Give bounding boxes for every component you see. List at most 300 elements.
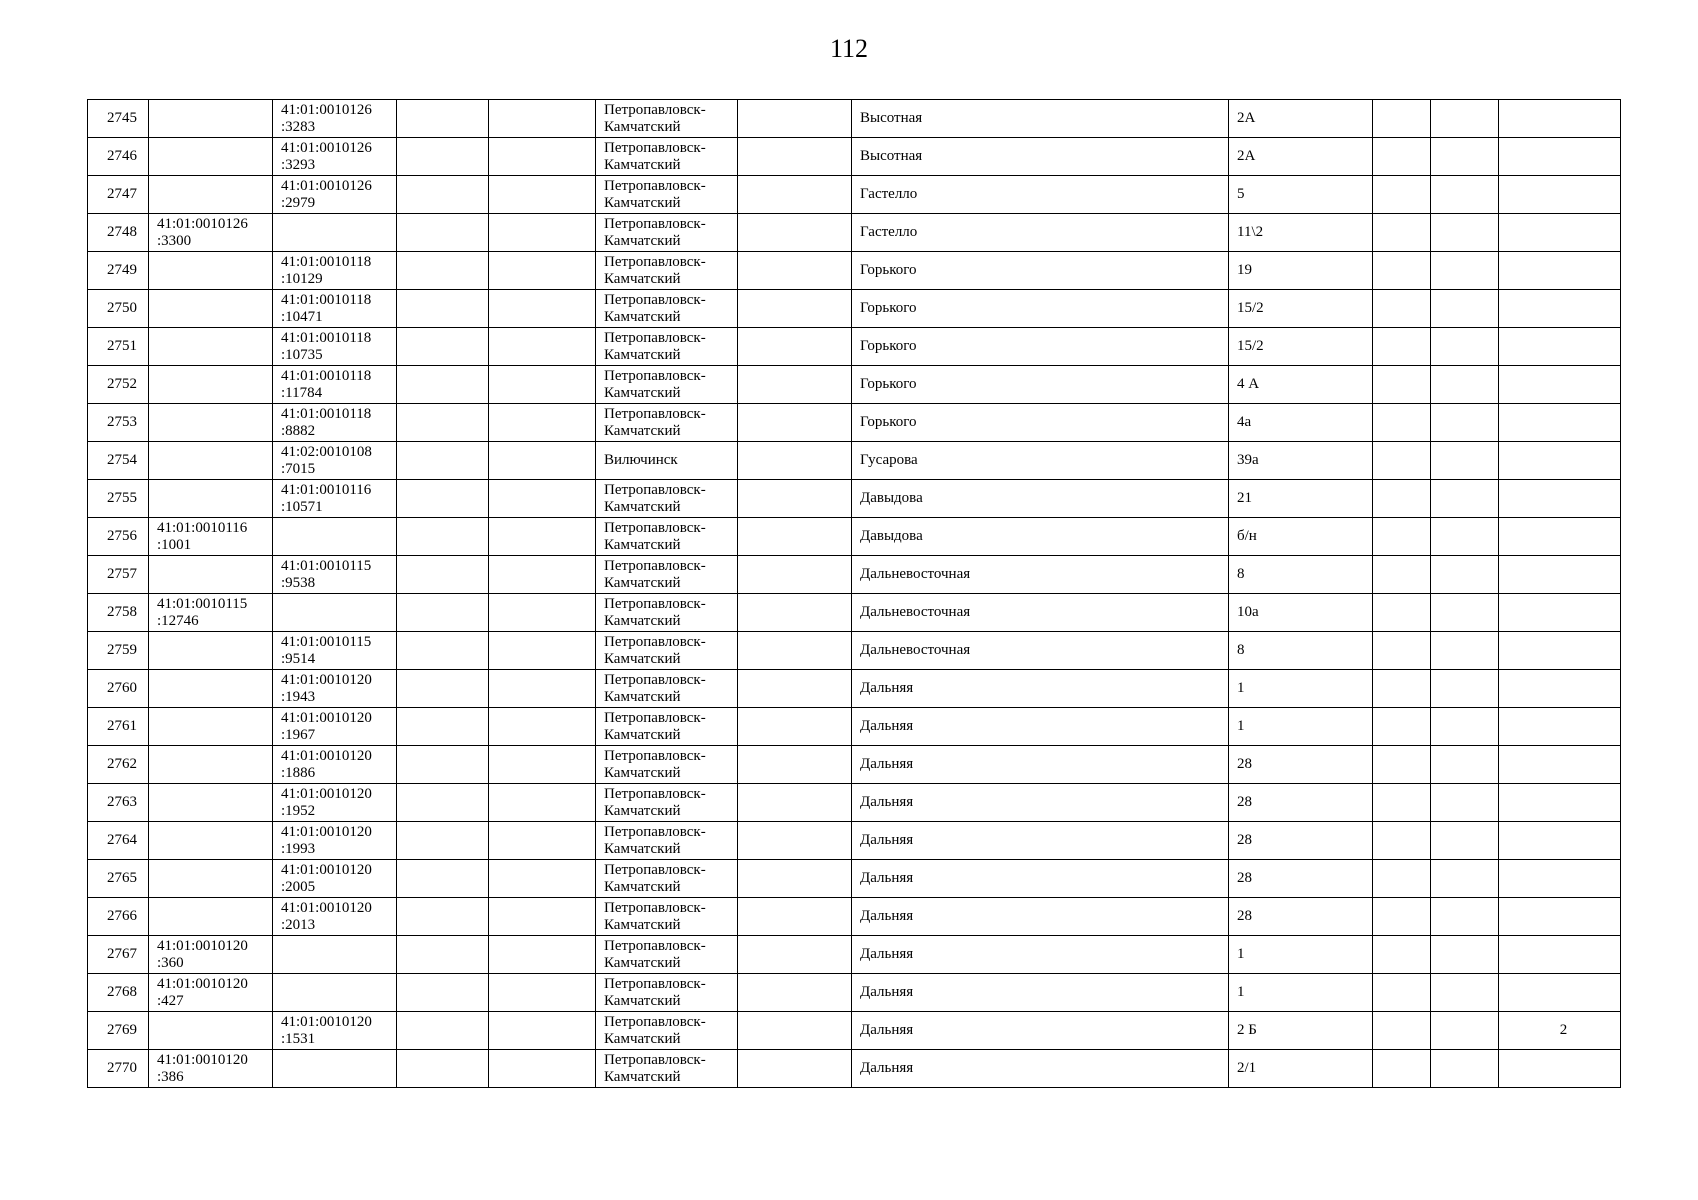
empty-cell <box>1373 898 1431 936</box>
old-cadastral-number-text: 41:01:0010115 :12746 <box>157 595 248 629</box>
settlement-text: Петропавловск- Камчатский <box>604 861 706 895</box>
table-row <box>88 290 1621 328</box>
settlement-cell <box>596 822 738 860</box>
settlement-text: Петропавловск- Камчатский <box>604 747 706 781</box>
street-cell <box>852 442 1229 480</box>
settlement-cell <box>596 138 738 176</box>
street-text: Дальняя <box>860 756 914 772</box>
empty-cell <box>489 594 596 632</box>
cadastral-number-cell <box>273 252 397 290</box>
empty-cell <box>397 328 489 366</box>
street-cell <box>852 290 1229 328</box>
empty-cell <box>489 632 596 670</box>
house-number-text: 28 <box>1237 870 1252 886</box>
street-text: Горького <box>860 300 917 316</box>
empty-cell <box>1373 100 1431 138</box>
extra-cell <box>1499 100 1621 138</box>
street-text: Горького <box>860 338 917 354</box>
row-number-cell <box>88 784 149 822</box>
empty-cell <box>1431 290 1499 328</box>
empty-cell <box>397 822 489 860</box>
cadastral-number-cell <box>273 1012 397 1050</box>
old-cadastral-number-cell <box>149 138 273 176</box>
extra-cell <box>1499 1050 1621 1088</box>
empty-cell <box>489 290 596 328</box>
settlement-cell <box>596 442 738 480</box>
house-number-text: 2/1 <box>1237 1060 1257 1076</box>
cadastral-number-text: 41:01:0010118 :10129 <box>281 253 372 287</box>
cadastral-number-cell <box>273 1050 397 1088</box>
cadastral-number-text: 41:01:0010120 :2013 <box>281 899 372 933</box>
settlement-cell <box>596 404 738 442</box>
empty-cell <box>738 1012 852 1050</box>
house-number-text: 10а <box>1237 604 1259 620</box>
table-row <box>88 556 1621 594</box>
row-number-cell <box>88 974 149 1012</box>
row-number-cell <box>88 898 149 936</box>
empty-cell <box>1373 860 1431 898</box>
house-number-cell <box>1229 860 1373 898</box>
row-number-cell <box>88 670 149 708</box>
cadastral-number-cell <box>273 708 397 746</box>
house-number-text: 19 <box>1237 262 1252 278</box>
old-cadastral-number-cell <box>149 480 273 518</box>
old-cadastral-number-cell <box>149 252 273 290</box>
row-number-cell <box>88 708 149 746</box>
house-number-cell <box>1229 1012 1373 1050</box>
empty-cell <box>1373 746 1431 784</box>
empty-cell <box>397 1050 489 1088</box>
cadastral-number-cell <box>273 898 397 936</box>
row-number-text: 2749 <box>107 262 137 278</box>
house-number-cell <box>1229 708 1373 746</box>
empty-cell <box>397 214 489 252</box>
house-number-cell <box>1229 404 1373 442</box>
empty-cell <box>738 518 852 556</box>
row-number-text: 2758 <box>107 604 137 620</box>
cadastral-number-cell <box>273 670 397 708</box>
row-number-cell <box>88 822 149 860</box>
extra-cell <box>1499 328 1621 366</box>
settlement-cell <box>596 632 738 670</box>
empty-cell <box>397 632 489 670</box>
old-cadastral-number-cell <box>149 100 273 138</box>
street-cell <box>852 746 1229 784</box>
empty-cell <box>489 328 596 366</box>
row-number-cell <box>88 860 149 898</box>
row-number-cell <box>88 1050 149 1088</box>
street-text: Дальняя <box>860 794 914 810</box>
empty-cell <box>738 746 852 784</box>
old-cadastral-number-text: 41:01:0010116 :1001 <box>157 519 248 553</box>
house-number-text: 1 <box>1237 680 1245 696</box>
empty-cell <box>738 632 852 670</box>
empty-cell <box>1373 822 1431 860</box>
empty-cell <box>1373 784 1431 822</box>
cadastral-number-cell <box>273 290 397 328</box>
row-number-cell <box>88 252 149 290</box>
street-text: Горького <box>860 414 917 430</box>
house-number-text: 8 <box>1237 642 1245 658</box>
empty-cell <box>489 1012 596 1050</box>
row-number-cell <box>88 176 149 214</box>
row-number-text: 2762 <box>107 756 137 772</box>
house-number-text: 2А <box>1237 148 1256 164</box>
street-text: Горького <box>860 376 917 392</box>
empty-cell <box>489 252 596 290</box>
empty-cell <box>489 708 596 746</box>
house-number-text: 1 <box>1237 984 1245 1000</box>
empty-cell <box>1373 594 1431 632</box>
empty-cell <box>1373 1012 1431 1050</box>
settlement-text: Петропавловск- Камчатский <box>604 253 706 287</box>
row-number-text: 2754 <box>107 452 137 468</box>
street-text: Дальняя <box>860 984 914 1000</box>
street-cell <box>852 404 1229 442</box>
empty-cell <box>489 860 596 898</box>
empty-cell <box>489 442 596 480</box>
house-number-text: 1 <box>1237 946 1245 962</box>
cadastral-number-text: 41:01:0010120 :1952 <box>281 785 372 819</box>
street-cell <box>852 100 1229 138</box>
extra-cell <box>1499 138 1621 176</box>
table-row <box>88 898 1621 936</box>
old-cadastral-number-cell <box>149 518 273 556</box>
row-number-text: 2764 <box>107 832 137 848</box>
house-number-cell <box>1229 100 1373 138</box>
old-cadastral-number-cell <box>149 746 273 784</box>
extra-cell <box>1499 1012 1621 1050</box>
old-cadastral-number-cell <box>149 366 273 404</box>
empty-cell <box>397 860 489 898</box>
settlement-cell <box>596 860 738 898</box>
table-row <box>88 670 1621 708</box>
street-cell <box>852 784 1229 822</box>
house-number-text: 39а <box>1237 452 1259 468</box>
table-row <box>88 784 1621 822</box>
empty-cell <box>1431 252 1499 290</box>
empty-cell <box>397 176 489 214</box>
house-number-text: 15/2 <box>1237 338 1264 354</box>
empty-cell <box>397 556 489 594</box>
table-row <box>88 594 1621 632</box>
street-cell <box>852 1012 1229 1050</box>
old-cadastral-number-cell <box>149 860 273 898</box>
house-number-cell <box>1229 176 1373 214</box>
row-number-text: 2768 <box>107 984 137 1000</box>
house-number-text: б/н <box>1237 528 1257 544</box>
empty-cell <box>738 556 852 594</box>
table-row <box>88 442 1621 480</box>
house-number-cell <box>1229 138 1373 176</box>
house-number-cell <box>1229 328 1373 366</box>
old-cadastral-number-cell <box>149 936 273 974</box>
empty-cell <box>1431 708 1499 746</box>
row-number-text: 2747 <box>107 186 137 202</box>
house-number-text: 28 <box>1237 832 1252 848</box>
empty-cell <box>489 898 596 936</box>
settlement-cell <box>596 670 738 708</box>
extra-cell <box>1499 442 1621 480</box>
street-text: Гусарова <box>860 452 918 468</box>
settlement-text: Петропавловск- Камчатский <box>604 937 706 971</box>
old-cadastral-number-cell <box>149 556 273 594</box>
settlement-cell <box>596 518 738 556</box>
cadastral-number-cell <box>273 936 397 974</box>
table-row <box>88 366 1621 404</box>
empty-cell <box>489 100 596 138</box>
registry-table <box>87 99 1621 1088</box>
empty-cell <box>738 290 852 328</box>
street-text: Давыдова <box>860 528 923 544</box>
empty-cell <box>1431 518 1499 556</box>
house-number-text: 11\2 <box>1237 224 1264 240</box>
empty-cell <box>1373 708 1431 746</box>
empty-cell <box>1373 556 1431 594</box>
old-cadastral-number-text: 41:01:0010120 :386 <box>157 1051 248 1085</box>
extra-cell <box>1499 784 1621 822</box>
street-cell <box>852 252 1229 290</box>
extra-cell <box>1499 822 1621 860</box>
cadastral-number-cell <box>273 214 397 252</box>
row-number-cell <box>88 366 149 404</box>
settlement-cell <box>596 214 738 252</box>
cadastral-number-cell <box>273 518 397 556</box>
empty-cell <box>489 784 596 822</box>
empty-cell <box>489 176 596 214</box>
street-text: Дальняя <box>860 718 914 734</box>
extra-cell <box>1499 594 1621 632</box>
empty-cell <box>397 366 489 404</box>
empty-cell <box>397 936 489 974</box>
extra-cell <box>1499 632 1621 670</box>
house-number-cell <box>1229 746 1373 784</box>
old-cadastral-number-text: 41:01:0010126 :3300 <box>157 215 248 249</box>
empty-cell <box>1373 176 1431 214</box>
extra-cell <box>1499 936 1621 974</box>
row-number-cell <box>88 594 149 632</box>
table-row <box>88 518 1621 556</box>
house-number-cell <box>1229 594 1373 632</box>
old-cadastral-number-cell <box>149 784 273 822</box>
cadastral-number-text: 41:01:0010126 :3283 <box>281 101 372 135</box>
house-number-cell <box>1229 784 1373 822</box>
empty-cell <box>738 366 852 404</box>
empty-cell <box>489 214 596 252</box>
table-row <box>88 176 1621 214</box>
settlement-text: Петропавловск- Камчатский <box>604 709 706 743</box>
extra-text: 2 <box>1559 1022 1568 1038</box>
house-number-text: 1 <box>1237 718 1245 734</box>
old-cadastral-number-cell <box>149 974 273 1012</box>
extra-cell <box>1499 214 1621 252</box>
cadastral-number-text: 41:01:0010120 :2005 <box>281 861 372 895</box>
row-number-text: 2761 <box>107 718 137 734</box>
house-number-cell <box>1229 290 1373 328</box>
extra-cell <box>1499 480 1621 518</box>
cadastral-number-cell <box>273 442 397 480</box>
table-row <box>88 138 1621 176</box>
empty-cell <box>1431 974 1499 1012</box>
table-row <box>88 632 1621 670</box>
empty-cell <box>1373 442 1431 480</box>
row-number-text: 2769 <box>107 1022 137 1038</box>
settlement-text: Петропавловск- Камчатский <box>604 101 706 135</box>
empty-cell <box>397 480 489 518</box>
settlement-text: Петропавловск- Камчатский <box>604 975 706 1009</box>
cadastral-number-text: 41:01:0010115 :9538 <box>281 557 372 591</box>
empty-cell <box>1431 632 1499 670</box>
empty-cell <box>489 746 596 784</box>
settlement-text: Петропавловск- Камчатский <box>604 329 706 363</box>
settlement-text: Петропавловск- Камчатский <box>604 139 706 173</box>
row-number-text: 2765 <box>107 870 137 886</box>
table-row <box>88 404 1621 442</box>
settlement-cell <box>596 556 738 594</box>
settlement-cell <box>596 100 738 138</box>
empty-cell <box>1431 594 1499 632</box>
extra-cell <box>1499 518 1621 556</box>
house-number-cell <box>1229 822 1373 860</box>
row-number-text: 2752 <box>107 376 137 392</box>
empty-cell <box>738 138 852 176</box>
street-text: Высотная <box>860 110 923 126</box>
settlement-cell <box>596 746 738 784</box>
empty-cell <box>489 1050 596 1088</box>
street-cell <box>852 860 1229 898</box>
empty-cell <box>1373 670 1431 708</box>
extra-cell <box>1499 404 1621 442</box>
settlement-cell <box>596 936 738 974</box>
cadastral-number-text: 41:01:0010120 :1967 <box>281 709 372 743</box>
street-text: Высотная <box>860 148 923 164</box>
empty-cell <box>397 442 489 480</box>
extra-cell <box>1499 176 1621 214</box>
settlement-cell <box>596 290 738 328</box>
cadastral-number-text: 41:01:0010126 :3293 <box>281 139 372 173</box>
empty-cell <box>738 442 852 480</box>
house-number-cell <box>1229 366 1373 404</box>
house-number-text: 28 <box>1237 794 1252 810</box>
empty-cell <box>1431 442 1499 480</box>
empty-cell <box>1431 138 1499 176</box>
empty-cell <box>489 974 596 1012</box>
row-number-cell <box>88 290 149 328</box>
settlement-text: Петропавловск- Камчатский <box>604 367 706 401</box>
cadastral-number-text: 41:01:0010120 :1993 <box>281 823 372 857</box>
row-number-cell <box>88 746 149 784</box>
street-cell <box>852 898 1229 936</box>
table-row <box>88 328 1621 366</box>
empty-cell <box>489 138 596 176</box>
empty-cell <box>489 518 596 556</box>
settlement-cell <box>596 366 738 404</box>
empty-cell <box>1431 366 1499 404</box>
old-cadastral-number-cell <box>149 1012 273 1050</box>
empty-cell <box>397 404 489 442</box>
row-number-cell <box>88 480 149 518</box>
cadastral-number-cell <box>273 594 397 632</box>
cadastral-number-cell <box>273 746 397 784</box>
street-cell <box>852 214 1229 252</box>
empty-cell <box>397 290 489 328</box>
settlement-cell <box>596 974 738 1012</box>
empty-cell <box>1373 404 1431 442</box>
empty-cell <box>489 822 596 860</box>
settlement-cell <box>596 1012 738 1050</box>
table-row <box>88 252 1621 290</box>
cadastral-number-cell <box>273 974 397 1012</box>
empty-cell <box>738 860 852 898</box>
street-cell <box>852 138 1229 176</box>
cadastral-number-text: 41:01:0010118 :8882 <box>281 405 372 439</box>
empty-cell <box>1431 746 1499 784</box>
table-row <box>88 1050 1621 1088</box>
row-number-text: 2763 <box>107 794 137 810</box>
street-cell <box>852 480 1229 518</box>
row-number-text: 2750 <box>107 300 137 316</box>
table-row <box>88 1012 1621 1050</box>
cadastral-number-text: 41:01:0010118 :10471 <box>281 291 372 325</box>
house-number-cell <box>1229 252 1373 290</box>
cadastral-number-text: 41:01:0010126 :2979 <box>281 177 372 211</box>
row-number-cell <box>88 632 149 670</box>
row-number-cell <box>88 1012 149 1050</box>
table-row <box>88 708 1621 746</box>
row-number-text: 2748 <box>107 224 137 240</box>
street-cell <box>852 632 1229 670</box>
table-row <box>88 480 1621 518</box>
empty-cell <box>738 822 852 860</box>
settlement-cell <box>596 594 738 632</box>
house-number-cell <box>1229 480 1373 518</box>
settlement-text: Петропавловск- Камчатский <box>604 177 706 211</box>
house-number-cell <box>1229 936 1373 974</box>
empty-cell <box>489 404 596 442</box>
extra-cell <box>1499 290 1621 328</box>
empty-cell <box>1373 366 1431 404</box>
empty-cell <box>1373 290 1431 328</box>
house-number-text: 5 <box>1237 186 1245 202</box>
settlement-cell <box>596 784 738 822</box>
row-number-text: 2757 <box>107 566 137 582</box>
street-text: Гастелло <box>860 224 918 240</box>
settlement-text: Петропавловск- Камчатский <box>604 823 706 857</box>
empty-cell <box>397 746 489 784</box>
row-number-text: 2770 <box>107 1060 137 1076</box>
empty-cell <box>738 404 852 442</box>
empty-cell <box>1431 936 1499 974</box>
house-number-text: 21 <box>1237 490 1252 506</box>
empty-cell <box>1431 404 1499 442</box>
registry-rows <box>88 100 1621 1088</box>
empty-cell <box>1431 1012 1499 1050</box>
house-number-text: 4 А <box>1237 376 1260 392</box>
old-cadastral-number-cell <box>149 176 273 214</box>
empty-cell <box>397 594 489 632</box>
empty-cell <box>1373 480 1431 518</box>
settlement-text: Петропавловск- Камчатский <box>604 215 706 249</box>
extra-cell <box>1499 974 1621 1012</box>
extra-cell <box>1499 898 1621 936</box>
old-cadastral-number-cell <box>149 708 273 746</box>
cadastral-number-text: 41:02:0010108 :7015 <box>281 443 372 477</box>
house-number-text: 2А <box>1237 110 1256 126</box>
empty-cell <box>397 138 489 176</box>
street-cell <box>852 936 1229 974</box>
empty-cell <box>397 898 489 936</box>
street-cell <box>852 328 1229 366</box>
